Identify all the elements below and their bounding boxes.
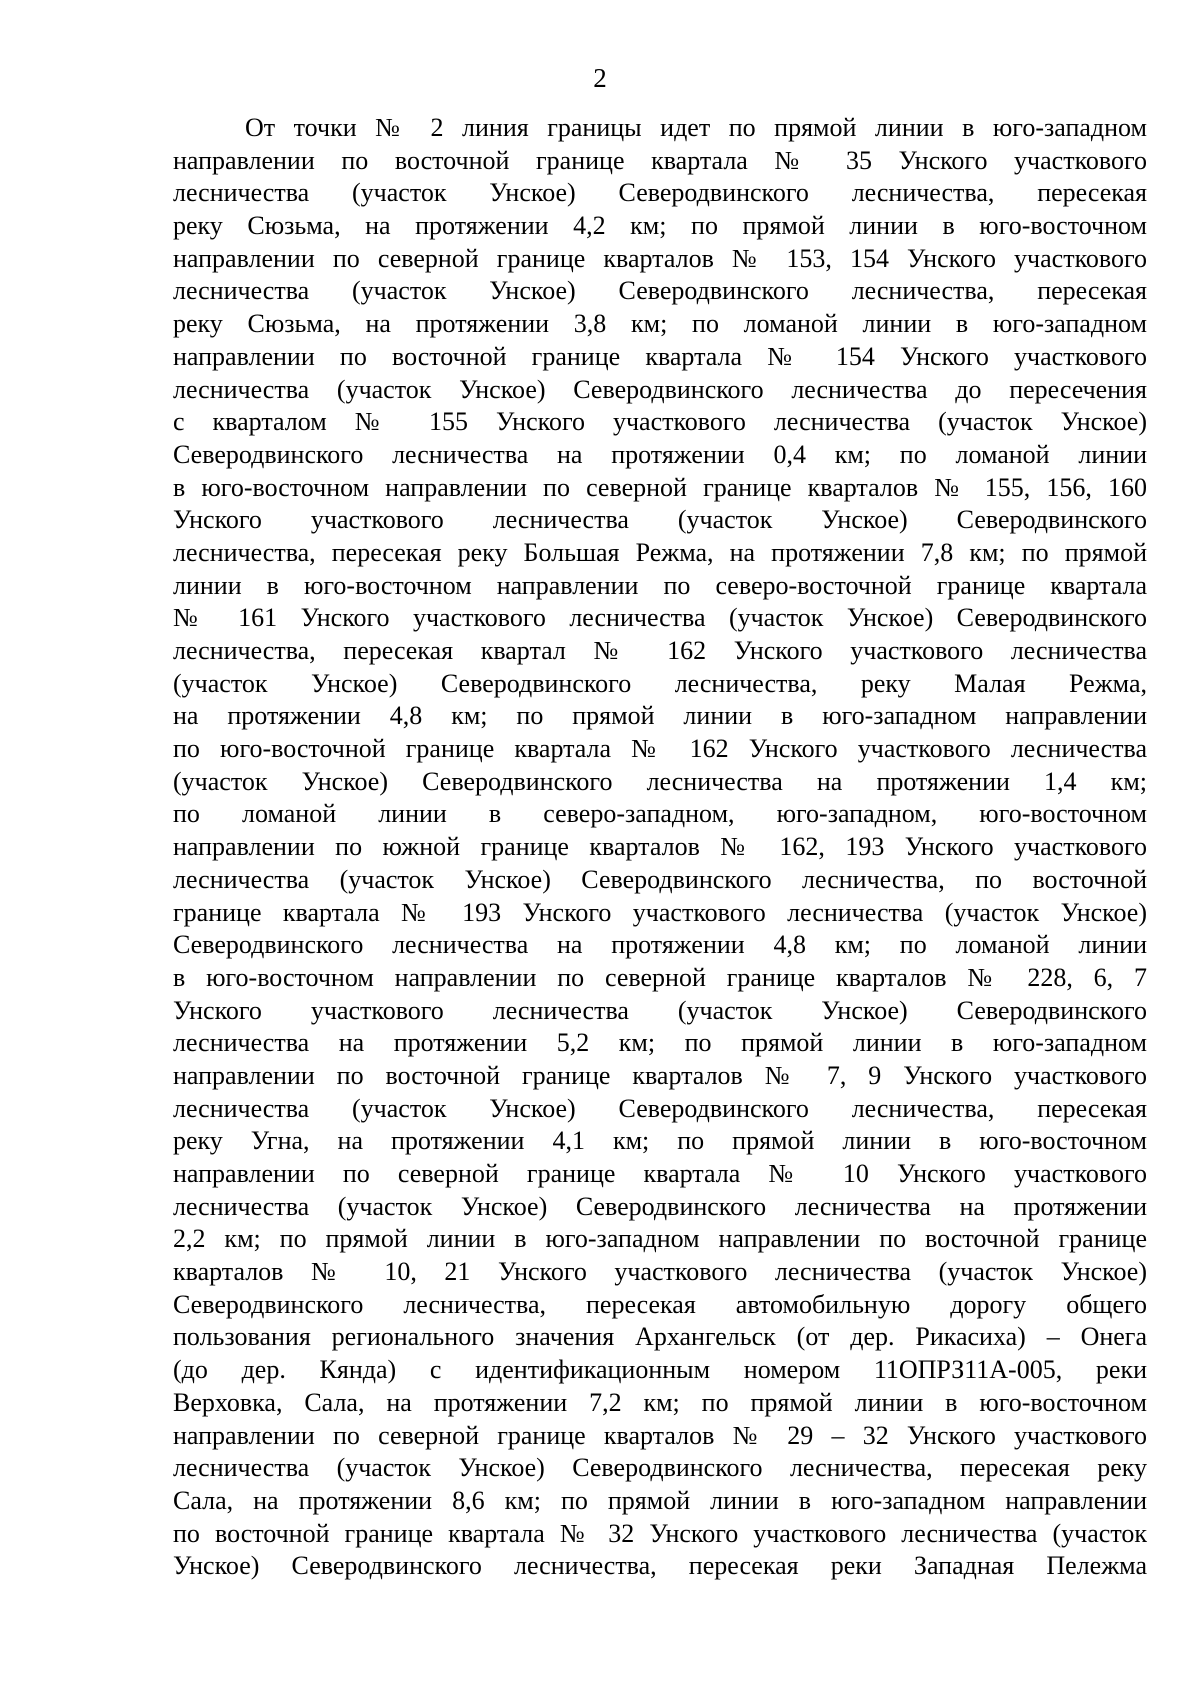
text-line: лесничества (участок Унское) Северодвинского лесничества до пересечения	[173, 374, 1147, 404]
text-line: лесничества на протяжении 5,2 км; по прямой линии в юго-западном	[173, 1028, 1147, 1058]
text-line: кварталов № 10, 21 Унского участкового лесничества (участок Унское)	[173, 1257, 1147, 1287]
page-number: 2	[593, 63, 607, 93]
text-line: направлении по южной границе кварталов № 162, 193 Унского участкового	[173, 832, 1147, 862]
text-line: лесничества, пересекая реку Большая Режма, на протяжении 7,8 км; по прямой	[173, 537, 1147, 567]
body-paragraph	[173, 112, 1147, 1583]
text-line: с кварталом № 155 Унского участкового лесничества (участок Унское)	[173, 407, 1147, 437]
text-line: № 161 Унского участкового лесничества (участок Унское) Северодвинского	[173, 603, 1147, 633]
text-line: границе квартала № 193 Унского участкового лесничества (участок Унское)	[173, 897, 1147, 927]
text-line: (до дер. Кянда) с идентификационным номером 11ОПРЗ11А-005, реки	[173, 1355, 1147, 1385]
text-line: лесничества (участок Унское) Северодвинского лесничества, пересекая	[173, 276, 1147, 306]
text-line: по восточной границе квартала № 32 Унского участкового лесничества (участок	[173, 1518, 1147, 1548]
text-line: лесничества (участок Унское) Северодвинского лесничества, пересекая	[173, 1093, 1147, 1123]
text-line: по юго-восточной границе квартала № 162 Унского участкового лесничества	[173, 734, 1147, 764]
text-line: Унского участкового лесничества (участок Унское) Северодвинского	[173, 995, 1147, 1025]
text-line: на протяжении 4,8 км; по прямой линии в юго-западном направлении	[173, 701, 1147, 731]
text-line: Сала, на протяжении 8,6 км; по прямой линии в юго-западном направлении	[173, 1485, 1147, 1515]
text-line: в юго-восточном направлении по северной границе кварталов № 228, 6, 7	[173, 962, 1147, 992]
text-line: лесничества (участок Унское) Северодвинского лесничества, пересекая реку	[173, 1453, 1147, 1483]
text-line: направлении по северной границе кварталов № 153, 154 Унского участкового	[173, 243, 1147, 273]
text-line: (участок Унское) Северодвинского лесничества, реку Малая Режма,	[173, 668, 1147, 698]
text-line: в юго-восточном направлении по северной границе кварталов № 155, 156, 160	[173, 472, 1147, 502]
text-line: лесничества, пересекая квартал № 162 Унского участкового лесничества	[173, 636, 1147, 665]
text-line: лесничества (участок Унское) Северодвинского лесничества, пересекая	[173, 178, 1147, 208]
text-line: направлении по восточной границе квартала № 35 Унского участкового	[173, 145, 1147, 175]
text-line: линии в юго-восточном направлении по северо-восточной границе квартала	[173, 570, 1147, 600]
text-line: лесничества (участок Унское) Северодвинского лесничества, по восточной	[173, 864, 1147, 894]
text-line: Верховка, Сала, на протяжении 7,2 км; по прямой линии в юго-восточном	[173, 1387, 1147, 1417]
text-line: Северодвинского лесничества на протяжении 0,4 км; по ломаной линии	[173, 439, 1147, 469]
text-line: пользования регионального значения Архангельск (от дер. Рикасиха) – Онега	[173, 1322, 1147, 1352]
text-line: направлении по восточной границе кварталов № 7, 9 Унского участкового	[173, 1060, 1147, 1090]
text-line: реку Сюзьма, на протяжении 3,8 км; по ломаной линии в юго-западном	[173, 309, 1147, 339]
text-line: Северодвинского лесничества, пересекая автомобильную дорогу общего	[173, 1289, 1147, 1319]
text-line: От точки № 2 линия границы идет по прямой линии в юго-западном	[245, 113, 1147, 142]
text-line: Унское) Северодвинского лесничества, пересекая реки Западная Пележма	[173, 1551, 1147, 1581]
text-line: лесничества (участок Унское) Северодвинского лесничества на протяжении	[173, 1191, 1147, 1221]
text-line: Унского участкового лесничества (участок Унское) Северодвинского	[173, 505, 1147, 535]
text-line: направлении по северной границе квартала № 10 Унского участкового	[173, 1159, 1147, 1188]
text-line: по ломаной линии в северо-западном, юго-западном, юго-восточном	[173, 799, 1147, 829]
text-line: реку Сюзьма, на протяжении 4,2 км; по прямой линии в юго-восточном	[173, 211, 1147, 241]
text-line: направлении по восточной границе квартала № 154 Унского участкового	[173, 341, 1147, 371]
text-line: (участок Унское) Северодвинского лесничества на протяжении 1,4 км;	[173, 766, 1147, 796]
text-line: реку Угна, на протяжении 4,1 км; по прямой линии в юго-восточном	[173, 1126, 1147, 1156]
text-line: 2,2 км; по прямой линии в юго-западном направлении по восточной границе	[173, 1224, 1147, 1254]
text-line: направлении по северной границе кварталов № 29 – 32 Унского участкового	[173, 1420, 1147, 1450]
text-line: Северодвинского лесничества на протяжении 4,8 км; по ломаной линии	[173, 930, 1147, 960]
